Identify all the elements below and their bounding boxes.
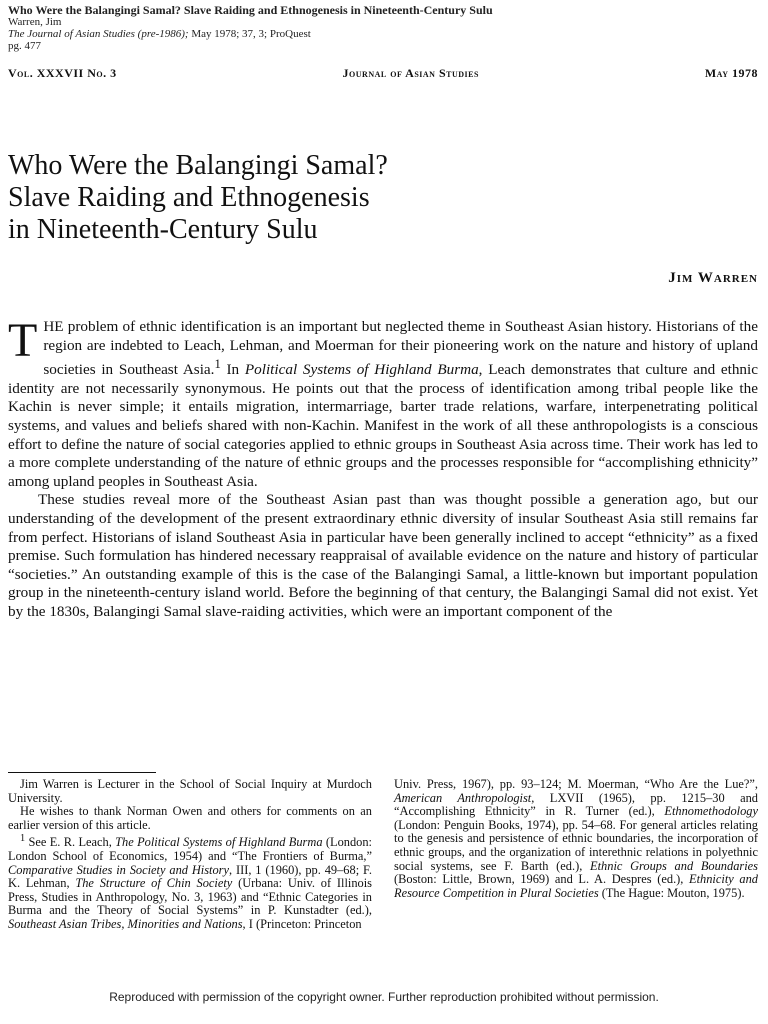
- footnote-ref: 1: [214, 357, 221, 372]
- citation-title: Who Were the Balangingi Samal? Slave Raiding and Ethnogenesis in Nineteenth-Century Sulu: [8, 3, 493, 17]
- paragraph: [8, 314, 758, 491]
- note-text: , I (Princeton: Princeton: [242, 917, 362, 932]
- issue-date: May 1978: [704, 66, 758, 80]
- running-head: [8, 66, 758, 81]
- paragraph-text: In: [220, 361, 245, 379]
- article-author: Jim Warren: [668, 270, 758, 286]
- note-text: (Urbana: Univ. of Illinois Press, Studies in Anthropology, No. 3, 1963) and “Ethnic Categories in Burma and the Theory of Social Systems” in P. Kunstadter (ed.),: [8, 876, 373, 918]
- citation-page: pg. 477: [8, 40, 41, 52]
- citation-author: Warren, Jim: [8, 16, 62, 28]
- note-text: Univ. Press, 1967), pp. 93–124; M. Moerman, “Who Are the Lue?”,: [394, 777, 758, 791]
- cited-title: American Anthropologist: [394, 790, 532, 805]
- title-line: Slave Raiding and Ethnogenesis: [8, 182, 370, 213]
- footnotes: [8, 778, 758, 932]
- note-text: See E. R. Leach,: [25, 835, 116, 850]
- cited-title: Ethnicity and Resource Competition in Plural Societies: [394, 872, 758, 900]
- book-title: Political Systems of Highland Burma: [244, 361, 479, 379]
- cited-title: Ethnomethodology: [664, 804, 758, 819]
- note-text: , III, 1 (1960), pp. 49–68; F. K. Lehman,: [8, 862, 373, 891]
- title-line: in Nineteenth-Century Sulu: [8, 214, 318, 245]
- paragraph-text: , Leach demonstrates that culture and ethnic identity are not necessarily synonymous. He points out that the process of identification among tribal people like the Kachin is never simple; it entails migration, intermarriage, barter trade relations, warfare, interpenetrating political systems, and values and beliefs shared with non-Kachin. Manifest in the work of all these anthropologists is a conscious effort to define the nature of social categories applied to ethnic groups in Southeast Asia across time. Their work has led to a more complete understanding of the nature of ethnic groups and the processes responsible for “accomplishing ethnicity” among upland peoples in Southeast Asia.: [8, 361, 758, 490]
- note-text: (London: London School of Economics, 1954) and “The Frontiers of Burma,”: [8, 835, 372, 864]
- drop-cap: T: [8, 314, 38, 367]
- citation-journal: The Journal of Asian Studies (pre-1986);: [8, 28, 189, 40]
- paragraph: These studies reveal more of the Southeast Asian past than was thought possible a generation ago, but our understanding of the development of the present extraordinary ethnic diversity of insular Southeast Asia still remains far from perfect. Historians of island Southeast Asia in particular have been generally inclined to accept “ethnicity” as a fixed premise. Such formulation has hindered necessary reappraisal of available evidence on the nature and history of particular “societies.” An outstanding example of this is the case of the Balangingi Samal, a little-known but important population group in the nineteenth-century island world. Before the beginning of that century, the Balangingi Samal did not exist. Yet by the 1830s, Balangingi Samal slave-raiding activities, which were an important component of the: [8, 491, 758, 620]
- note-text: (The Hague: Mouton, 1975).: [598, 885, 745, 900]
- acknowledgement-note: He wishes to thank Norman Owen and others for comments on an earlier version of this article.: [8, 804, 372, 832]
- article-title: [8, 150, 388, 246]
- footnote-column-right: [394, 778, 758, 932]
- permission-notice: Reproduced with permission of the copyright owner. Further reproduction prohibited without permission.: [109, 990, 659, 1004]
- footnote-divider: [8, 772, 156, 773]
- author-note: Jim Warren is Lecturer in the School of Social Inquiry at Murdoch University.: [8, 777, 372, 805]
- article-body: [8, 314, 758, 622]
- paragraph-text: HE problem of ethnic identification is an important but neglected theme in Southeast Asian history. Historians of the region are indebted to Leach, Lehman, and Moerman for their pioneering work on the nature and history of upland societies in Southeast Asia.: [43, 318, 758, 379]
- citation-source: [8, 28, 493, 40]
- note-text: (Boston: Little, Brown, 1969) and L. A. Despres (ed.),: [394, 872, 690, 887]
- note-text: (London: Penguin Books, 1974), pp. 54–68. For general articles relating to the genesis and persistence of ethnic boundaries, the incorporation of ethnic groups, and the organization of interethnic relations in polyethnic social systems, see F. Barth (ed.),: [394, 817, 758, 873]
- note-text: , LXVII (1965), pp. 1215–30 and “Accomplishing Ethnicity” in R. Turner (ed.),: [394, 790, 758, 819]
- journal-name: Journal of Asian Studies: [342, 66, 479, 80]
- cited-title: Southeast Asian Tribes, Minorities and Nations: [8, 917, 243, 932]
- title-line: Who Were the Balangingi Samal?: [8, 150, 388, 181]
- footnote-column-left: [8, 778, 372, 932]
- footnote-number: 1: [20, 833, 26, 845]
- citation-issue: May 1978; 37, 3; ProQuest: [188, 28, 311, 40]
- volume-number: Vol. XXXVII No. 3: [8, 66, 117, 80]
- citation-header: [8, 4, 493, 52]
- cited-title: Ethnic Groups and Boundaries: [590, 858, 758, 873]
- cited-title: Comparative Studies in Society and History: [8, 862, 229, 877]
- cited-title: The Structure of Chin Society: [75, 876, 233, 891]
- footnote-1: [8, 832, 372, 931]
- cited-title: The Political Systems of Highland Burma: [115, 835, 323, 850]
- footnote-1-continued: [394, 778, 758, 900]
